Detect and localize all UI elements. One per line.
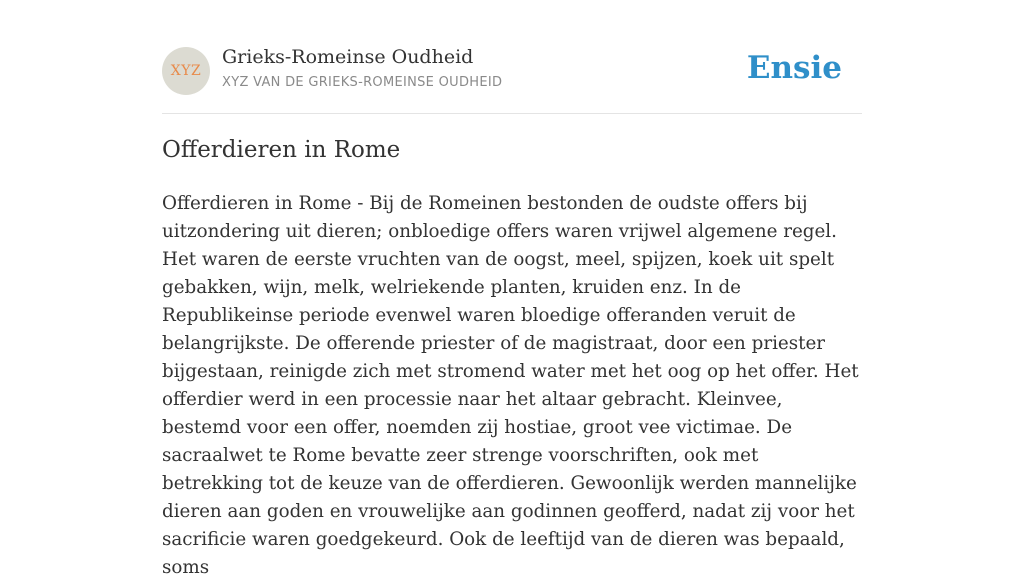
source-subtitle[interactable]: XYZ VAN DE GRIEKS-ROMEINSE OUDHEID <box>222 75 503 90</box>
source-title[interactable]: Grieks-Romeinse Oudheid <box>222 46 474 68</box>
source-header <box>162 46 862 96</box>
article-body: Offerdieren in Rome - Bij de Romeinen bestonden de oudste offers bij uitzondering uit dieren; onbloedige offers waren vrijwel algemene regel. Het waren de eerste vruchten van de oogst, meel, spijzen, koek uit spelt gebakken, wijn, melk, welriekende planten, kruiden enz. In de Republikeinse periode evenwel waren bloedige offeranden veruit de belangrijkste. De offerende priester of de magistraat, door een priester bijgestaan, reinigde zich met stromend water met het oog op het offer. Het offerdier werd in een processie naar het altaar gebracht. Kleinvee, bestemd voor een offer, noemden zij hostiae, groot vee victimae. De sacraalwet te Rome bevatte zeer strenge voorschriften, ook met betrekking tot de keuze van de offerdieren. Gewoonlijk werden mannelijke dieren aan goden en vrouwelijke aan godinnen geofferd, nadat zij voor het sacrificie waren goedgekeurd. Ook de leeftijd van de dieren was bepaald, soms <box>162 193 859 578</box>
ensie-logo[interactable]: Ensie <box>746 50 842 86</box>
source-avatar[interactable]: XYZ <box>162 47 210 95</box>
header-divider <box>162 113 862 114</box>
article-title: Offerdieren in Rome <box>162 137 401 163</box>
